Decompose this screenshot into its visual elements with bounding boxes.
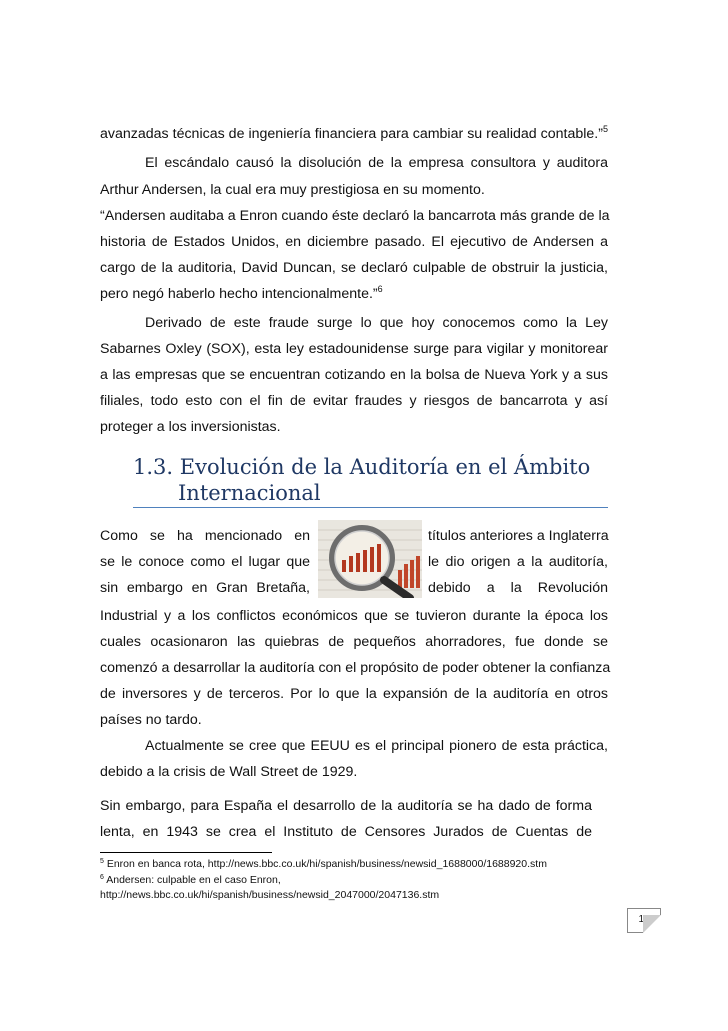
page-fold-icon bbox=[643, 915, 661, 933]
magnifier-chart-image bbox=[318, 520, 422, 598]
paragraph-line: cuales ocasionaron las quiebras de pequeños ahorradores, fue donde se bbox=[100, 634, 608, 650]
paragraph-line: comenzó a desarrollar la auditoría con el propósito de poder obtener la confianza bbox=[100, 660, 611, 676]
paragraph-line: Derivado de este fraude surge lo que hoy conocemos como la Ley bbox=[145, 315, 608, 331]
paragraph-line: Industrial y a los conflictos económicos que se tuvieron durante la época los bbox=[100, 608, 608, 624]
footnote-5: $^5$ Enron en banca rota, http://news.bbc.co.uk/hi/spanish/business/newsid_1688000/1688920.stm bbox=[100, 858, 547, 870]
quote-line: “Andersen auditaba a Enron cuando éste declaró la bancarrota más grande de la bbox=[100, 208, 610, 224]
wrapped-text-right: debido a la Revolución bbox=[428, 580, 608, 596]
paragraph-line: debido a la crisis de Wall Street de 1929. bbox=[100, 764, 358, 780]
footnote-ref[interactable]: 5 bbox=[602, 124, 608, 134]
wrapped-text-right: le dio origen a la auditoría, bbox=[428, 554, 608, 570]
section-heading: 1.3. Evolución de la Auditoría en el Ámbito bbox=[133, 455, 591, 479]
footnote-6-url[interactable]: http://news.bbc.co.uk/hi/spanish/business/newsid_2047000/2047136.stm bbox=[100, 889, 440, 901]
footnote-ref[interactable]: 6 bbox=[377, 284, 383, 294]
paragraph-line: Actualmente se cree que EEUU es el principal pionero de esta práctica, bbox=[145, 738, 608, 754]
quote-line: pero negó haberlo hecho intencionalmente.”$^6$ bbox=[100, 284, 383, 302]
paragraph-line: El escándalo causó la disolución de la empresa consultora y auditora bbox=[145, 155, 608, 171]
paragraph-line: Sin embargo, para España el desarrollo de la auditoría se ha dado de forma bbox=[100, 798, 592, 814]
wrapped-text-left: sin embargo en Gran Bretaña, bbox=[100, 580, 310, 596]
quote-line: historia de Estados Unidos, en diciembre pasado. El ejecutivo de Andersen a bbox=[100, 234, 608, 250]
page-number: 14 bbox=[638, 914, 650, 925]
quote-line: cargo de la auditoria, David Duncan, se declaró culpable de obstruir la justicia, bbox=[100, 260, 608, 276]
wrapped-text-right: títulos anteriores a Inglaterra bbox=[428, 528, 609, 544]
paragraph-line: lenta, en 1943 se crea el Instituto de Censores Jurados de Cuentas de bbox=[100, 824, 592, 840]
section-heading-continued: Internacional bbox=[178, 481, 321, 505]
paragraph-line: países no tardo. bbox=[100, 712, 202, 728]
paragraph-line: de inversores y de terceros. Por lo que la expansión de la auditoría en otros bbox=[100, 686, 608, 702]
heading-divider bbox=[133, 507, 608, 508]
paragraph-line: proteger a los inversionistas. bbox=[100, 419, 281, 435]
wrapped-text-left: se le conoce como el lugar que bbox=[100, 554, 310, 570]
paragraph-line: filiales, todo esto con el fin de evitar fraudes y riesgos de bancarrota y así bbox=[100, 393, 608, 409]
footnote-separator bbox=[100, 852, 272, 853]
paragraph-line: Sabarnes Oxley (SOX), esta ley estadounidense surge para vigilar y monitorear bbox=[100, 341, 608, 357]
wrapped-text-left: Como se ha mencionado en bbox=[100, 528, 310, 544]
paragraph-line: a las empresas que se encuentran cotizando en la bolsa de Nueva York y a sus bbox=[100, 367, 608, 383]
footnote-6: $^6$ Andersen: culpable en el caso Enron, bbox=[100, 874, 281, 886]
paragraph-line: avanzadas técnicas de ingeniería financiera para cambiar su realidad contable.”$^5$ bbox=[100, 124, 608, 142]
page-number-box bbox=[627, 908, 661, 933]
paragraph-line: Arthur Andersen, la cual era muy prestigiosa en su momento. bbox=[100, 182, 485, 198]
